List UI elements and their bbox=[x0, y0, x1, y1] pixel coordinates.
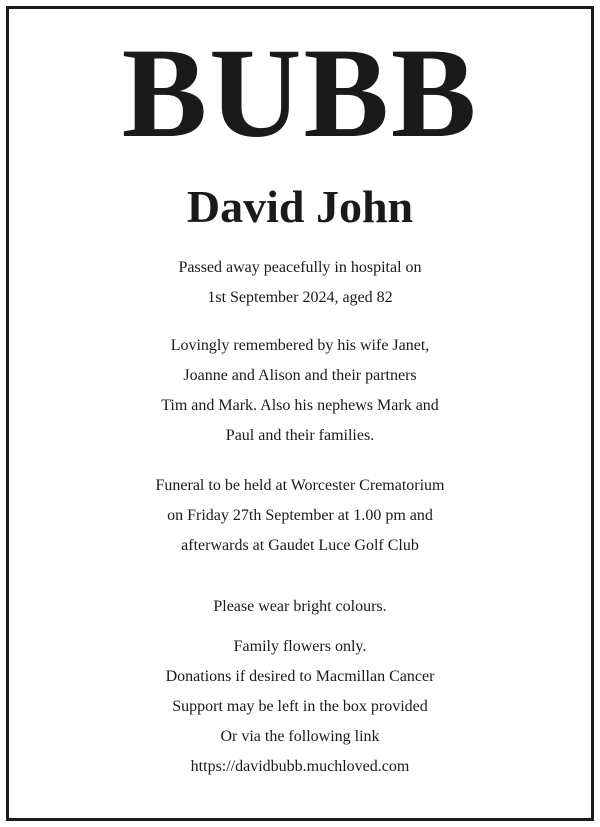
dress-request bbox=[9, 592, 591, 622]
donation-line: Or via the following link bbox=[220, 728, 380, 745]
donation-line: Support may be left in the box provided bbox=[172, 698, 428, 715]
flowers-and-donations bbox=[9, 632, 591, 782]
family-line: Joanne and Alison and their partners bbox=[183, 367, 417, 384]
dress-line: Please wear bright colours. bbox=[213, 598, 387, 615]
funeral-line: afterwards at Gaudet Luce Golf Club bbox=[181, 537, 419, 554]
family-line: Tim and Mark. Also his nephews Mark and bbox=[161, 397, 439, 414]
donation-link: https://davidbubb.muchloved.com bbox=[190, 758, 410, 775]
family-remembrance bbox=[9, 331, 591, 451]
funeral-line: on Friday 27th September at 1.00 pm and bbox=[167, 507, 433, 524]
funeral-details bbox=[9, 471, 591, 561]
donation-line: Donations if desired to Macmillan Cancer bbox=[165, 668, 435, 685]
surname-heading: BUBB bbox=[121, 22, 479, 164]
passing-details bbox=[9, 253, 591, 313]
passing-line: Passed away peacefully in hospital on bbox=[178, 259, 422, 276]
passing-line: 1st September 2024, aged 82 bbox=[207, 289, 393, 306]
family-line: Paul and their families. bbox=[225, 427, 375, 444]
family-line: Lovingly remembered by his wife Janet, bbox=[170, 337, 430, 354]
donation-line: Family flowers only. bbox=[233, 638, 367, 655]
funeral-line: Funeral to be held at Worcester Crematorium bbox=[155, 477, 445, 494]
obituary-notice bbox=[6, 6, 594, 821]
given-name-heading: David John bbox=[186, 181, 414, 232]
